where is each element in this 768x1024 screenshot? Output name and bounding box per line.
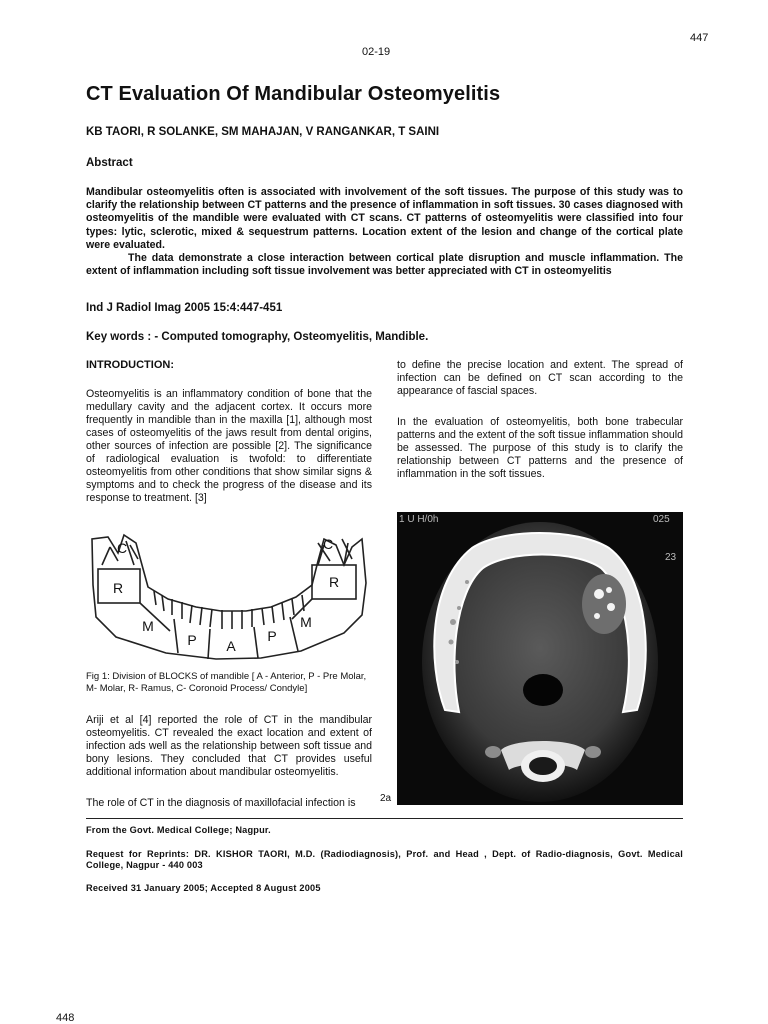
article-title: CT Evaluation Of Mandibular Osteomyelitis <box>86 83 501 105</box>
footer-affiliation: From the Govt. Medical College; Nagpur. <box>86 825 271 835</box>
right-paragraph-2-text: In the evaluation of osteomyelitis, both bone trabecular patterns and the extent of the soft tissue inflammation should be assessed. The purpose of this study is to clarify the relationship between CT patterns and the presence of inflammation in the soft tissues. <box>397 416 683 480</box>
right-paragraph-2 <box>397 416 683 481</box>
page-number-bottom: 448 <box>56 1012 75 1024</box>
ct-overlay-right: 23 <box>665 552 677 563</box>
abstract-text <box>86 186 683 278</box>
ct-overlay-top-right: 025 <box>653 514 670 525</box>
intro-paragraph-3-text: The role of CT in the diagnosis of maxillofacial infection is <box>86 797 356 809</box>
label-a: A <box>226 638 236 654</box>
right-paragraph-1-text: to define the precise location and extent. The spread of infection can be defined on CT scan according to the appearance of fascial spaces. <box>397 359 683 397</box>
abstract-heading: Abstract <box>86 157 133 169</box>
figure-2a-ct-scan <box>397 512 683 805</box>
issue-code: 02-19 <box>362 46 391 58</box>
footer-rule <box>86 818 683 819</box>
footer-reprints: Request for Reprints: DR. KISHOR TAORI, M.D. (Radiodiagnosis), Prof. and Head , Dept. of Radio-diagnosis, Govt. Medical College, Nagpur - 440 003 <box>86 849 683 870</box>
figure-1-caption: Fig 1: Division of BLOCKS of mandible [ A - Anterior, P - Pre Molar, M- Molar, R- Ramus, C- Coronoid Process/ Condyle] <box>86 671 367 694</box>
abstract-paragraph-1: Mandibular osteomyelitis often is associated with involvement of the soft tissues. The purpose of this study was to clarify the relationship between CT patterns and the presence of inflammation in soft tissues. 30 cases diagnosed with osteomyelitis of the mandible were evaluated with CT scans. CT patterns of osteomyelitis were classified into four types: lytic, sclerotic, mixed & sequestrum patterns. Location extent of the lesion and change of the cortical plate were evaluated. <box>86 186 683 251</box>
label-p-left: P <box>187 632 197 648</box>
abstract-paragraph-2: The data demonstrate a close interaction between cortical plate disruption and muscle inflammation. The extent of inflammation including soft tissue involvement was better appreciated with CT in osteomyelitis <box>86 252 683 278</box>
label-r-left: R <box>112 580 124 596</box>
label-m-left: M <box>142 618 154 634</box>
intro-paragraph-2 <box>86 714 372 779</box>
ct-scan-svg <box>397 512 683 805</box>
intro-paragraph-2-text: Ariji et al [4] reported the role of CT in the mandibular osteomyelitis. CT revealed the exact location and extent of infection ads well as the relationship between soft tissue and bony lesions. They concluded that CT provides useful additional information about mandibular osteomyelitis. <box>86 714 372 778</box>
right-paragraph-1 <box>397 359 683 398</box>
ct-overlay-top-left: 1 U H/0h <box>399 514 439 525</box>
label-c-right: C <box>322 536 334 552</box>
keywords: Key words : - Computed tomography, Osteomyelitis, Mandible. <box>86 331 429 343</box>
figure-1-mandible-diagram <box>86 525 373 665</box>
intro-paragraph-1 <box>86 388 372 505</box>
page-number-top: 447 <box>690 32 709 44</box>
citation: Ind J Radiol Imag 2005 15:4:447-451 <box>86 302 283 314</box>
label-r-right: R <box>328 574 340 590</box>
label-m-right: M <box>300 614 312 630</box>
footer-received: Received 31 January 2005; Accepted 8 August 2005 <box>86 883 321 893</box>
label-c-left: C <box>116 540 128 556</box>
intro-paragraph-3 <box>86 797 376 810</box>
author-list: KB TAORI, R SOLANKE, SM MAHAJAN, V RANGANKAR, T SAINI <box>86 126 440 138</box>
mandible-diagram-svg <box>86 525 373 665</box>
figure-2a-label: 2a <box>380 793 392 804</box>
label-p-right: P <box>267 628 277 644</box>
intro-paragraph-1-text: Osteomyelitis is an inflammatory condition of bone that the medullary cavity and the adjacent cortex. It occurs more frequently in mandible than in the maxilla [1], although most cases of osteomyelitis of the jaws result from dental origins, other sources of infection are possible [2]. The significance of radiological evaluation is twofold: to differentiate osteomyelitis from other conditions that show similar signs & symptoms and to check the progress of the disease and its response to treatment. [3] <box>86 388 372 504</box>
intro-heading: INTRODUCTION: <box>86 359 174 371</box>
